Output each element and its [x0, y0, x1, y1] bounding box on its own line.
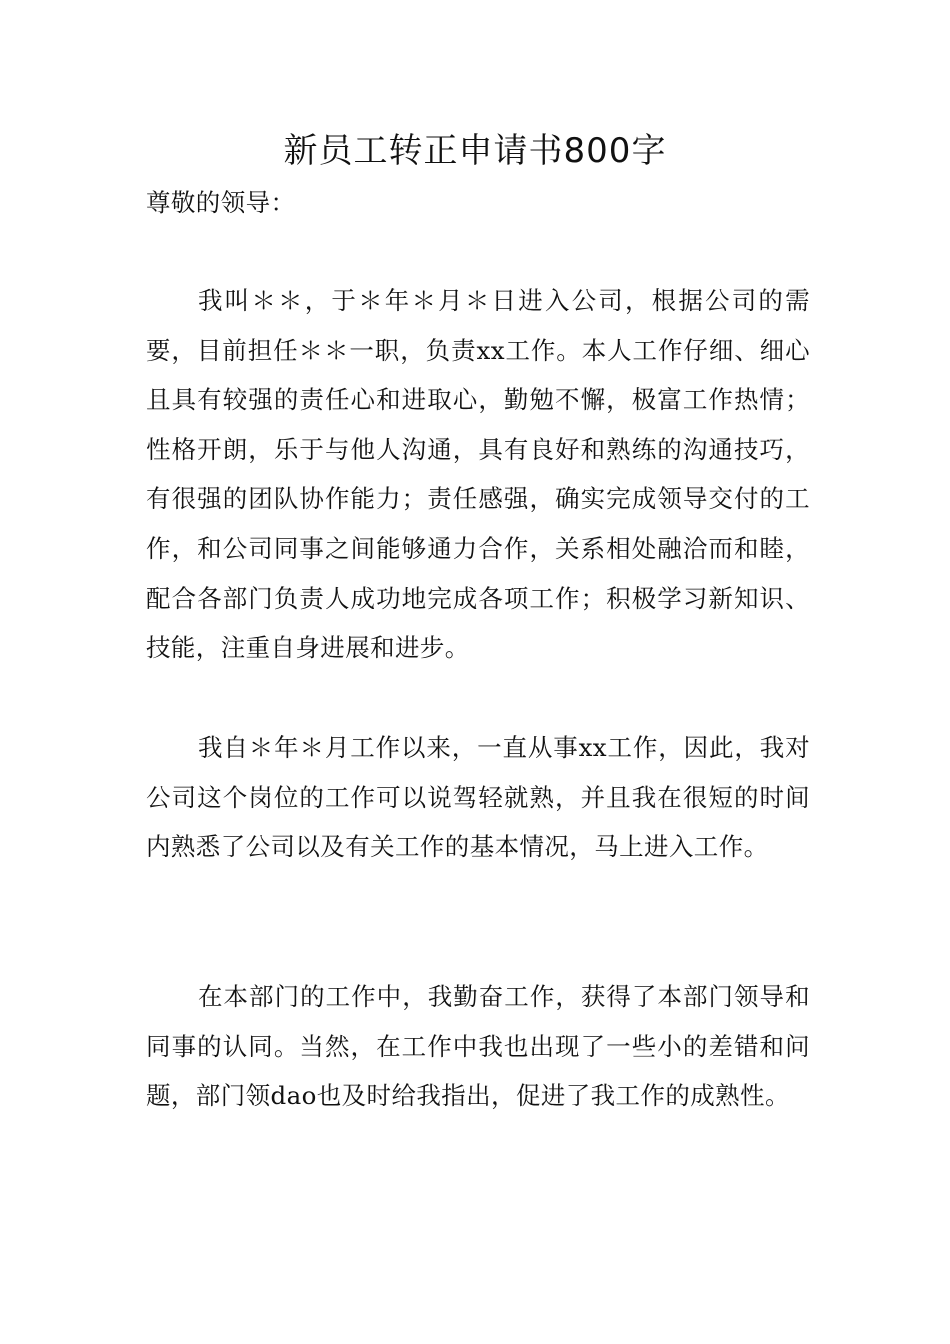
document-title: 新员工转正申请书800字 — [283, 131, 667, 171]
paragraph-2: 我自＊年＊月工作以来，一直从事xx工作，因此，我对公司这个岗位的工作可以说驾轻就熟，并且我在很短的时间内熟悉了公司以及有关工作的基本情况，马上进入工作。 — [146, 733, 810, 862]
paragraph-1: 我叫＊＊，于＊年＊月＊日进入公司，根据公司的需要，目前担任＊＊一职，负责xx工作。本人工作仔细、细心且具有较强的责任心和进取心，勤勉不懈，极富工作热情；性格开朗，乐于与他人沟通，具有良好和熟练的沟通技巧，有很强的团队协作能力；责任感强，确实完成领导交付的工作，和公司同事之间能够通力合作，关系相处融洽而和睦，配合各部门负责人成功地完成各项工作；积极学习新知识、技能，注重自身进展和进步。 — [146, 286, 810, 663]
paragraph-3: 在本部门的工作中，我勤奋工作，获得了本部门领导和同事的认同。当然，在工作中我也出现了一些小的差错和问题，部门领dao也及时给我指出，促进了我工作的成熟性。 — [146, 982, 810, 1111]
salutation: 尊敬的领导： — [146, 188, 296, 217]
